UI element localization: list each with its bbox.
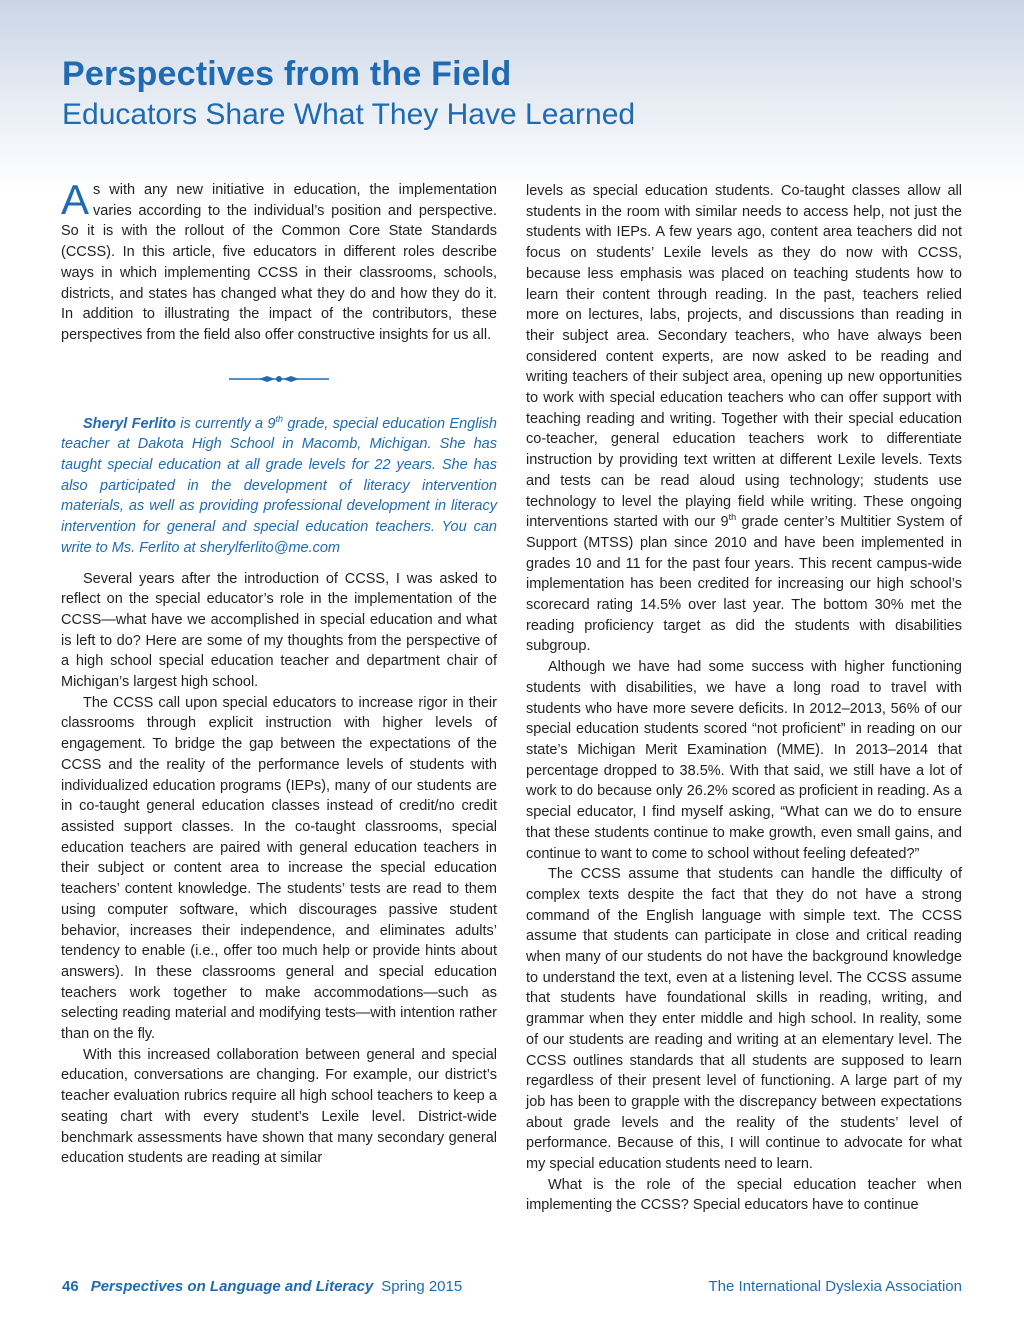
body-paragraph: With this increased collaboration between general and special education, conversations are changing. For example, our district’s teacher evaluation rubrics require all high school teachers to keep a seating chart with every student’s Lexile level. District-wide benchmark assessments have shown that many secondary general education students are reading at similar — [61, 1046, 497, 1167]
organization-name: The International Dyslexia Association — [708, 1278, 962, 1295]
continued-text-2: grade center’s Multitier System of Support (MTSS) plan since 2010 and have been implemented in grades 10 and 11 for the past four years. This recent campus-wide implementation has been credited for increasing our high school’s scorecard rating 14.5% over last year. The bottom 30% met the reading proficiency target as did the students with disabilities subgroup. — [526, 514, 963, 655]
intro-paragraph — [61, 176, 497, 346]
ornament-divider-icon — [229, 371, 329, 387]
page-footer — [62, 1278, 962, 1295]
continued-text-1: levels as special education students. Co-taught classes allow all students in the room with similar needs to access help, not just the students with IEPs. A few years ago, content area teachers did not focus on students’ Lexile levels as they do now with CCSS, because less emphasis was placed on teaching students how to learn their content through reading. In the past, teachers relied more on lectures, labs, projects, and discussions than reading in their subject area. Secondary teachers, who have always been considered content experts, are now asked to be reading and writing teachers of their subject area, opening up new opportunities to work with special education teachers who can offer support with teaching reading and writing. Together with their special education co-teacher, general education teachers work to differentiate instruction by providing text written at different Lexile levels. Texts and tests can be read aloud using technology; students use technology to level the playing field while writing. These ongoing interventions started with our 9 — [526, 183, 962, 531]
issue-label: Spring 2015 — [381, 1278, 463, 1295]
body-paragraph-continued — [526, 181, 962, 657]
bio-text-1: is currently a 9 — [175, 415, 276, 432]
article-header — [62, 55, 984, 132]
page-title: Perspectives from the Field — [62, 55, 512, 93]
body-paragraph: Several years after the introduction of CCSS, I was asked to reflect on the special educator’s role in the implementation of the CCSS—what have we accomplished in special education and what is left to do? Here are some of my thoughts from the perspective of a high school special education teacher and department chair of Michigan’s largest high school. — [61, 570, 497, 691]
body-paragraph: What is the role of the special education teacher when implementing the CCSS? Special educators have to continue — [526, 1176, 962, 1214]
body-paragraph: The CCSS assume that students can handle the difficulty of complex texts despite the fact that they do not have a strong command of the English language with simple text. The CCSS assume that students can participate in close and critical reading when many of our students do not have the background knowledge to understand the text, even at a listening level. The CCSS assume that students have foundational skills in reading, writing, and grammar when they enter middle and high school. In reality, some of our students are reading and writing at an elementary level. The CCSS outlines standards that all students are supposed to learn regardless of their present level of functioning. A large part of my job has been to grapple with the discrepancy between expectations about grade levels and the reality of the students’ level of performance. Because of this, I will continue to advocate for what my special education students need to learn. — [526, 866, 962, 1173]
author-name: Sheryl Ferlito — [83, 415, 176, 432]
right-column — [526, 181, 962, 1216]
intro-text: s with any new initiative in education, the implementation varies according to the individual’s position and perspective. So it is with the rollout of the Common Core State Standards (CCSS). In this article, five educators in different roles describe ways in which implementing CCSS in their classrooms, schools, districts, and states has changed what they do and how they do it. In addition to illustrating the impact of the contributors, these perspectives from the field also offer constructive insights for us all. — [61, 182, 497, 343]
grade-superscript: th — [728, 512, 737, 523]
page-number: 46 — [62, 1278, 79, 1295]
left-column — [61, 176, 497, 1169]
author-bio — [61, 414, 497, 559]
drop-cap: A — [61, 176, 90, 223]
body-paragraph: The CCSS call upon special educators to increase rigor in their classrooms through explicit instruction with higher levels of engagement. To bridge the gap between the expectations of the CCSS and the reality of the performance levels of students with individualized education programs (IEPs), many of our students are in co-taught general education classes instead of credit/no credit assisted support classes. In the co-taught classrooms, special education teachers are paired with general education teachers in their subject or content area to increase the special education teachers’ content knowledge. The students’ tests are read to them using computer software, which discourages passive student behavior, increases their independence, and eliminates adults’ tendency to enable (i.e., offer too much help or provide hints about answers). In these classrooms general and special education teachers work together to make accommodations—such as selecting reading material and modifying tests—with intention rather than on the fly. — [61, 694, 497, 1043]
body-paragraph: Although we have had some success with higher functioning students with disabilities, we have a long road to travel with students who have more severe deficits. In 2012–2013, 56% of our special education students scored “not proficient” in reading on our state’s Michigan Merit Examination (MME). In 2013–2014 that percentage dropped to 38.5%. With that said, we still have a lot of work to do because only 26.2% scored as proficient in reading. As a special educator, I find myself asking, “What can we do to ensure that these students continue to make growth, even small gains, and continue to want to come to school without feeling defeated?” — [526, 659, 962, 862]
bio-text-2: grade, special education English teacher at Dakota High School in Macomb, Michigan. She has taught special education at all grade levels for 22 years. She has also participated in the development of literacy intervention materials, as well as providing professional development in literacy intervention for general and special education teachers. You can write to Ms. Ferlito at sherylferlito@me.com — [61, 415, 497, 556]
page-subtitle: Educators Share What They Have Learned — [62, 98, 636, 131]
journal-title: Perspectives on Language and Literacy — [90, 1278, 374, 1295]
bio-superscript: th — [275, 413, 283, 424]
